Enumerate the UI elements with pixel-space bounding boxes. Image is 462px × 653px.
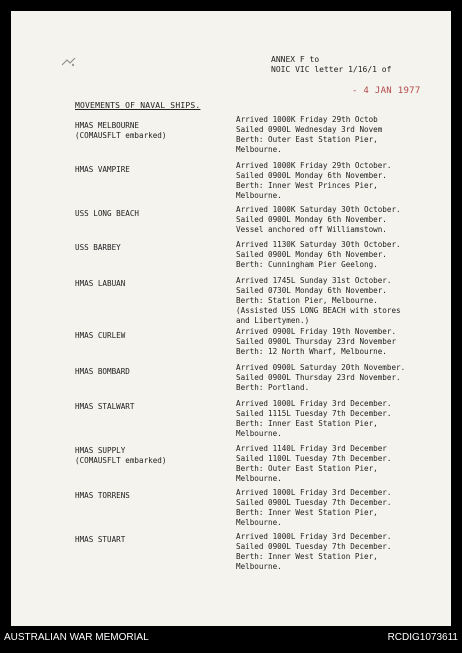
ship-name: HMAS TORRENS [75, 491, 130, 500]
archive-credit: AUSTRALIAN WAR MEMORIAL [4, 632, 149, 643]
ship-name: HMAS LABUAN [75, 279, 126, 288]
ship-name: HMAS SUPPLY (COMAUSFLT embarked) [75, 446, 167, 465]
ship-name: HMAS MELBOURNE (COMAUSFLT embarked) [75, 121, 167, 140]
ship-name: USS LONG BEACH [75, 209, 140, 218]
ship-name: HMAS STUART [75, 535, 126, 544]
movement-detail: Arrived 0900L Saturday 20th November. Sailed 0900L Thursday 23rd November. Berth: Portland. [236, 363, 406, 392]
movement-detail: Arrived 1000L Friday 3rd December. Sailed 1115L Tuesday 7th December. Berth: Inner East Station Pier, Melbourne. [236, 399, 392, 438]
movement-detail: Arrived 1130K Saturday 30th October. Sailed 0900L Monday 6th November. Berth: Cunningham Pier Geelong. [236, 240, 401, 269]
annex-line-1: ANNEX F to [271, 55, 320, 64]
document-heading: MOVEMENTS OF NAVAL SHIPS. [75, 101, 201, 110]
document-page [11, 11, 451, 626]
ship-name: USS BARBEY [75, 243, 121, 252]
ship-name: HMAS VAMPIRE [75, 165, 130, 174]
movement-detail: Arrived 1140L Friday 3rd December Sailed 1100L Tuesday 7th December. Berth: Outer East Station Pier, Melbourne. [236, 444, 392, 483]
paper-mark-icon [61, 56, 77, 68]
annex-line-2: NOIC VIC letter 1/16/1 of [271, 65, 392, 74]
movement-detail: Arrived 0900L Friday 19th November. Sailed 0900L Thursday 23rd November Berth: 12 North Wharf, Melbourne. [236, 327, 397, 356]
movement-detail: Arrived 1000K Friday 29th Octob Sailed 0900L Wednesday 3rd Novem Berth: Outer East Station Pier, Melbourne. [236, 115, 383, 154]
ship-name: HMAS BOMBARD [75, 367, 130, 376]
annex-reference [271, 55, 391, 75]
movement-detail: Arrived 1000L Friday 3rd December. Sailed 0900L Tuesday 7th December. Berth: Inner West Station Pier, Melbourne. [236, 532, 392, 571]
ship-name: HMAS CURLEW [75, 331, 126, 340]
date-stamp: - 4 JAN 1977 [352, 86, 421, 96]
archive-id: RCDIG1073611 [387, 632, 458, 643]
movement-detail: Arrived 1745L Sunday 31st October. Sailed 0730L Monday 6th November. Berth: Station Pier, Melbourne. (Assisted USS LONG BEACH with stores and Libertymen.) [236, 276, 401, 325]
movement-detail: Arrived 1000K Saturday 30th October. Sailed 0900L Monday 6th November. Vessel anchored off Williamstown. [236, 205, 401, 234]
movement-detail: Arrived 1000L Friday 3rd December. Sailed 0900L Tuesday 7th December. Berth: Inner West Station Pier, Melbourne. [236, 488, 392, 527]
movement-detail: Arrived 1000K Friday 29th October. Sailed 0900L Monday 6th November. Berth: Inner West Princes Pier, Melbourne. [236, 161, 392, 200]
ship-name: HMAS STALWART [75, 402, 135, 411]
